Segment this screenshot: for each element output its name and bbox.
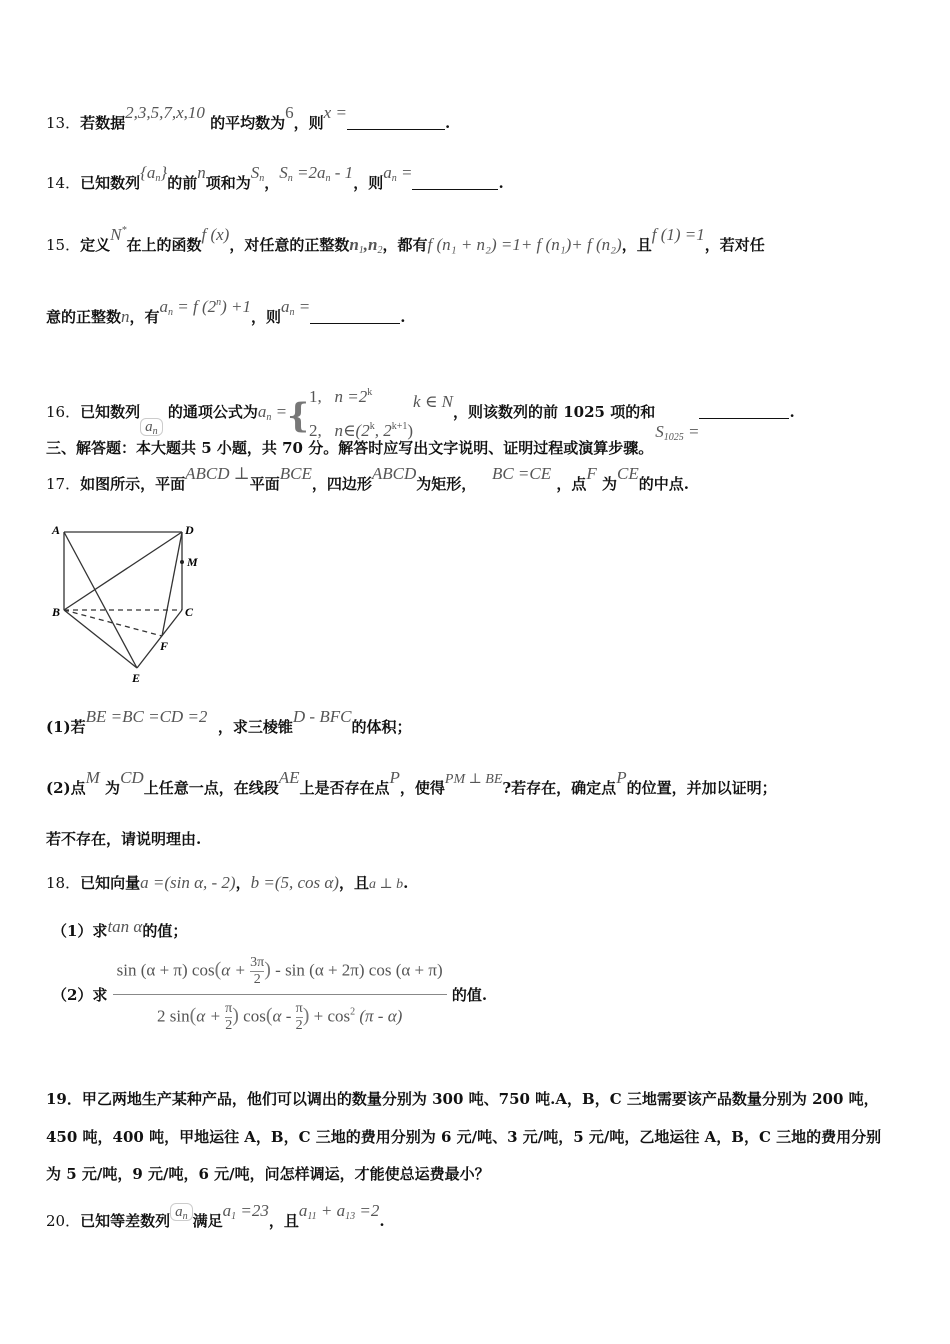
question-17-part-2: (2)点M 为CD上任意一点，在线段AE上是否存在点P，使得PM ⊥ BE?若存在，确定点P的位置，并加以证明； (46, 768, 777, 797)
edge-BE (64, 610, 137, 668)
question-18-part-2: （2）求 sin (α + π) cos(α + $\frac{3\pi}{2}$ ) - sin (α + 2π) cos (α + π) 2 sin(α + $\frac{\pi}{2}$ ) cos(α - $\frac{\pi}{2}$ ) + $\cos^2 (\pi - \alpha)$ 的值. (52, 955, 488, 1033)
vector-b: b =(5, cos α) (250, 873, 339, 892)
question-19-line-1: 19．甲乙两地生产某种产品，他们可以调出的数量分别为 300 吨、750 吨.A，B，C 三地需要该产品数量分别为 200 吨， (46, 1090, 879, 1108)
label-C: C (185, 605, 194, 619)
question-15: 15．定义N*在上的函数f (x)，对任意的正整数$n_1,n_2$，都有f (n₁ + n₂) =1+ f (n₁)+ f (n₂)，且f (1) =1，若对任 (46, 225, 765, 256)
answer-blank (699, 404, 789, 419)
question-19-line-3: 为 5 元/吨，9 元/吨，6 元/吨，问怎样调运，才能使总运费最小？ (46, 1165, 490, 1183)
point-M (180, 560, 184, 564)
answer-blank (310, 309, 400, 324)
label-E: E (132, 671, 141, 685)
trig-fraction: sin (α + π) cos(α + $\frac{3\pi}{2}$ ) - sin (α + 2π) cos (α + π) 2 sin(α + $\frac{\pi}{2}$ ) cos(α - $\frac{\pi}{2}$ ) + $\cos^2 (\pi - \alpha)$ (113, 955, 447, 1034)
answer-blank (347, 115, 445, 130)
label-D: D (185, 523, 194, 537)
question-13: 13．若数据2,3,5,7,x,10 的平均数为6，则x =. (46, 103, 451, 132)
label-F: F (160, 639, 169, 653)
question-17-part-2-line-2: 若不存在，请说明理由. (46, 830, 202, 848)
label-A: A (52, 523, 61, 537)
data-set: 2,3,5,7,x,10 (125, 103, 205, 122)
question-18: 18．已知向量a =(sin α, - 2)，b =(5, cos α)，且a ⊥ b. (46, 873, 409, 892)
recurrence: $S_n =2a_n - 1$ (279, 163, 354, 184)
question-18-part-1: （1）求tan α的值； (52, 917, 188, 940)
vector-a: a =(sin α, - 2) (140, 873, 236, 892)
section-heading: 三、解答题：本大题共 5 小题，共 70 分。解答时应写出文字说明、证明过程或演算步骤。 (46, 439, 654, 457)
label-B: B (52, 605, 61, 619)
question-17: 17．如图所示，平面ABCD ⊥平面BCE，四边形ABCD为矩形， BC =CE ，点F 为CE的中点. (46, 464, 689, 493)
geometry-figure (48, 520, 208, 690)
functional-equation: f (n₁ + n₂) =1+ f (n₁)+ f (n₂) (427, 235, 622, 254)
edge-BD (64, 532, 182, 610)
answer-blank (412, 175, 498, 190)
question-number: 13． (46, 114, 81, 132)
edge-AE (64, 532, 137, 668)
question-17-part-1: (1)若BE =BC =CD =2 ，求三棱锥D - BFC的体积； (46, 707, 412, 736)
label-M: M (187, 555, 198, 569)
question-16: 16．已知数列$a_n$ 的通项公式为$a_n$ ={ 1, $n =2^k$ 2, n∈(2$^k$, $2^{k+1}$) k ∈ N，则该数列的前 1025 项的和$S_{1025}$ =. (46, 387, 795, 443)
edge-DF (162, 532, 182, 636)
question-14: 14．已知数列$\{a_n\}$的前n项和为$S_n$，$S_n =2a_n - 1$，则$a_n$ =. (46, 163, 504, 192)
question-20: 20．已知等差数列 $a_n$ 满足$a_1 =23$，且$a_{11} + a_{13} =2$. (46, 1201, 385, 1230)
question-19-line-2: 450 吨，400 吨，甲地运往 A，B，C 三地的费用分别为 6 元/吨、3 元/吨，5 元/吨，乙地运往 A，B，C 三地的费用分别 (46, 1128, 882, 1146)
question-15-line-2: 意的正整数n，有$a_n = f$ $(2^n) +1$，则$a_n$ =. (46, 297, 406, 326)
